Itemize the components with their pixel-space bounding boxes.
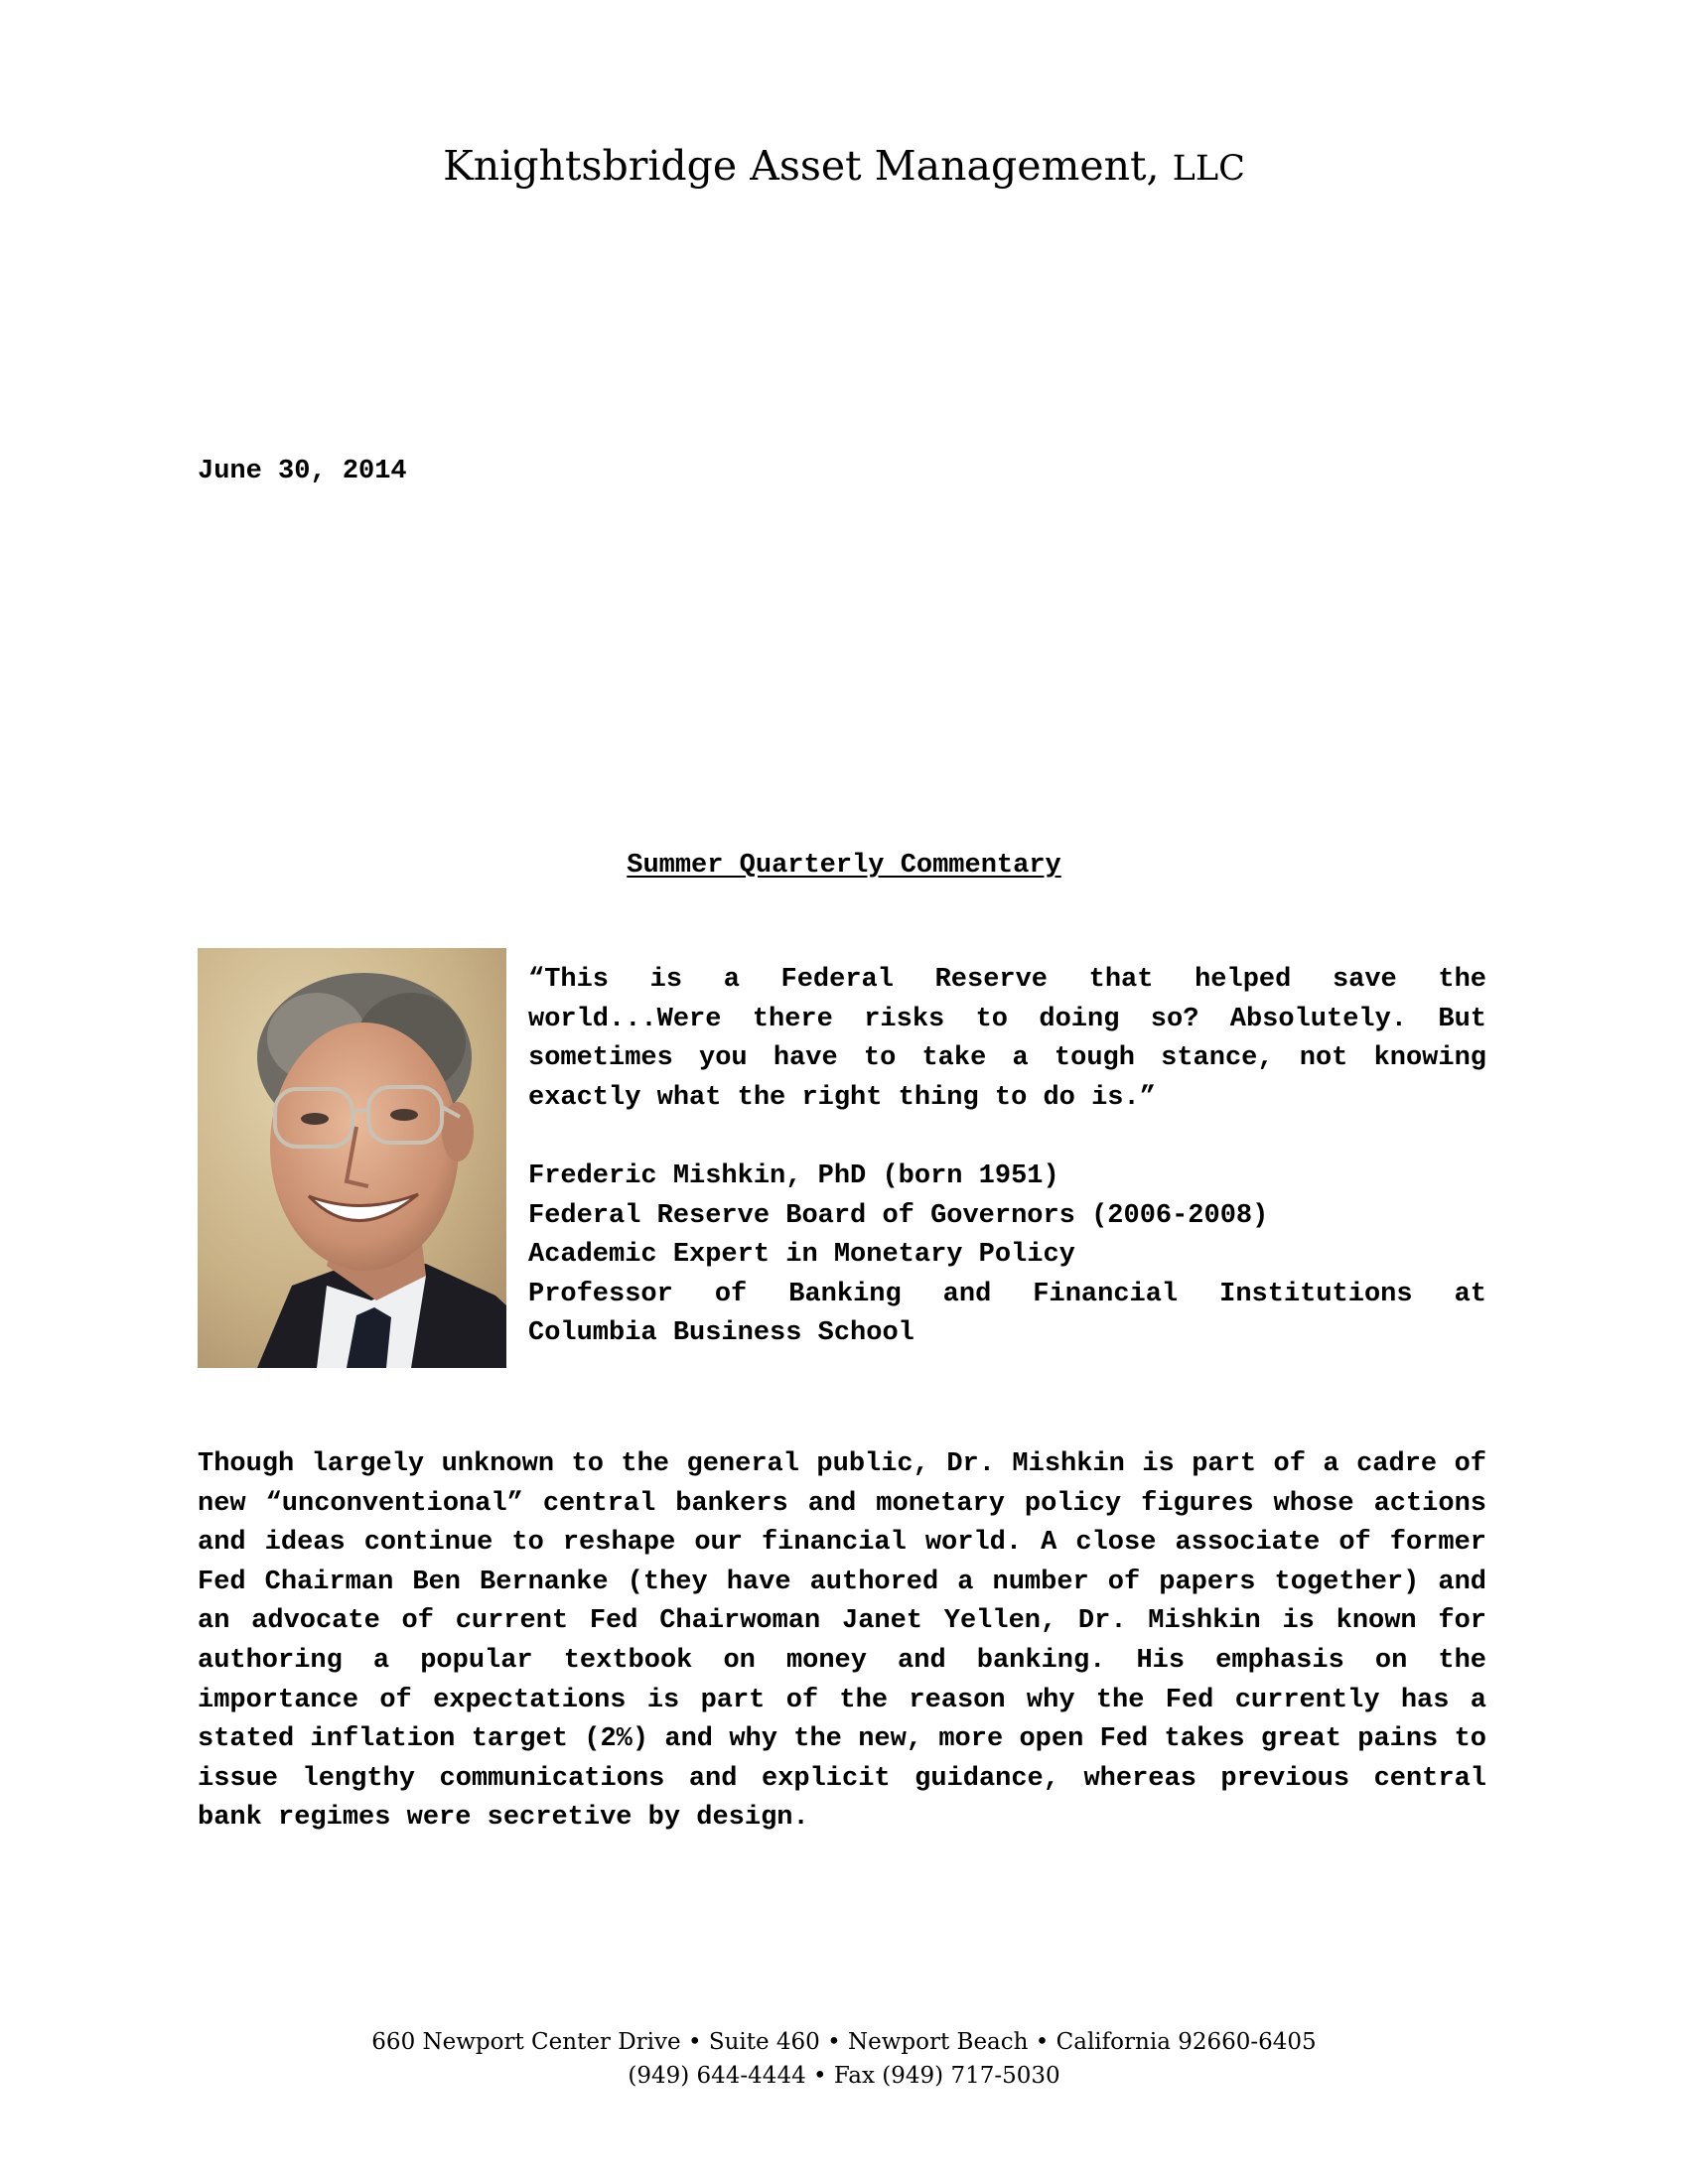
portrait-photo <box>198 948 506 1368</box>
attribution-line: Frederic Mishkin, PhD (born 1951) <box>528 1161 1059 1191</box>
footer-phone: (949) 644-4444 • Fax (949) 717-5030 <box>628 2063 1060 2089</box>
quote-text: “This is a Federal Reserve that helped save the world...Were there risks to doing so? Absolutely. But sometimes you have to take a tough stance, not knowing exactly what the right thing to do is.” <box>528 965 1486 1113</box>
section-title: Summer Quarterly Commentary <box>627 851 1061 881</box>
attribution-line: Federal Reserve Board of Governors (2006-2008) <box>528 1200 1269 1231</box>
attribution-line: Academic Expert in Monetary Policy <box>528 1240 1075 1270</box>
company-suffix: LLC <box>1172 149 1245 189</box>
body-paragraph: Though largely unknown to the general public, Dr. Mishkin is part of a cadre of new “unconventional” central bankers and monetary policy figures whose actions and ideas continue to reshape our financial world. A close associate of former Fed Chairman Ben Bernanke (they have authored a number of papers together) and an advocate of current Fed Chairwoman Janet Yellen, Dr. Mishkin is known for authoring a popular textbook on money and banking. His emphasis on the importance of expectations is part of the reason why the Fed currently has a stated inflation target (2%) and why the new, more open Fed takes great pains to issue lengthy communications and explicit guidance, whereas previous central bank regimes were secretive by design. <box>198 1449 1486 1834</box>
footer <box>0 2025 1688 2093</box>
company-name: Knightsbridge Asset Management, <box>443 142 1160 190</box>
quote-block <box>528 961 1486 1354</box>
attribution-line: Professor of Banking and Financial Institutions at <box>528 1279 1486 1309</box>
footer-address: 660 Newport Center Drive • Suite 460 • Newport Beach • California 92660-6405 <box>371 2029 1317 2055</box>
quote-attribution <box>528 1158 1486 1354</box>
letterhead <box>0 141 1688 194</box>
attribution-line: Columbia Business School <box>528 1318 914 1348</box>
letter-date: June 30, 2014 <box>198 457 407 486</box>
